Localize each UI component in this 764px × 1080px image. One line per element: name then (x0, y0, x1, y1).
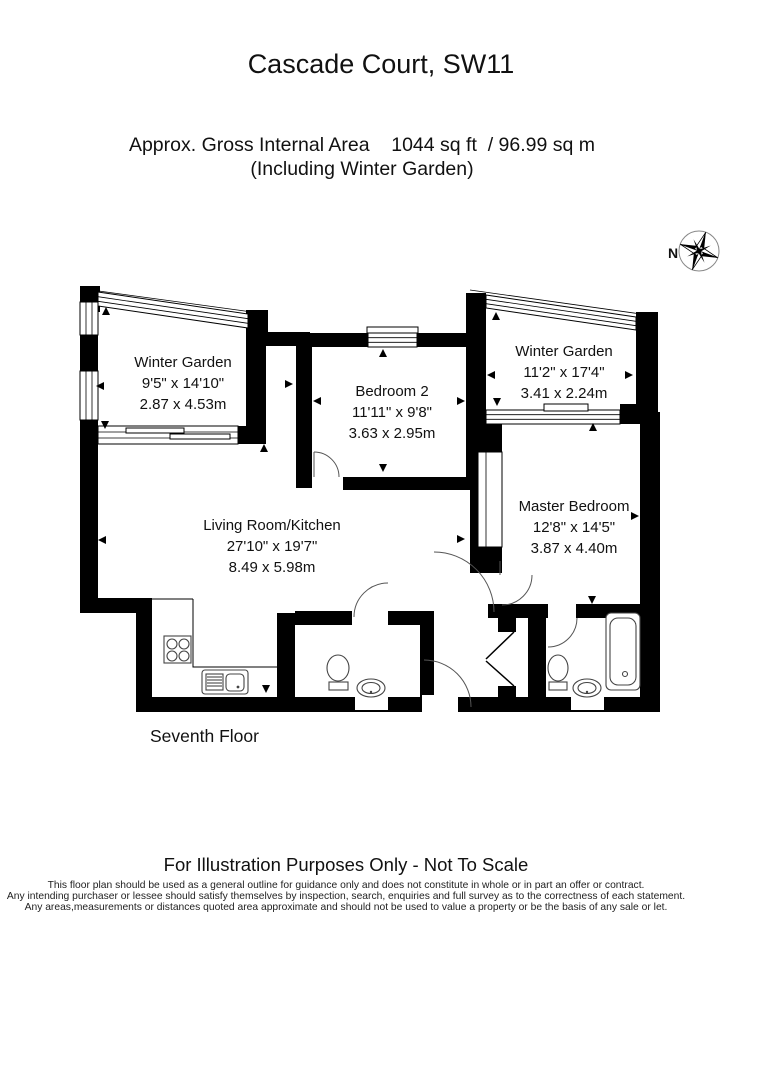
disclaimer-line-2: Any intending purchaser or lessee should satisfy themselves by inspection, search, enquiries and full survey as to the correctness of each statement. (6, 891, 686, 902)
room-name: Winter Garden (134, 354, 232, 371)
room-label-master-bedroom (519, 498, 630, 557)
room-size-imperial: 11'2" x 17'4" (523, 364, 605, 381)
area-note: (Including Winter Garden) (250, 158, 474, 180)
page-title: Cascade Court, SW11 (247, 49, 515, 79)
compass-icon (668, 231, 719, 271)
closet-doors (486, 632, 514, 686)
bathtub-icon (606, 613, 640, 690)
basin-icon (573, 679, 601, 697)
room-label-winter-garden-left (134, 354, 232, 413)
kitchen-units (152, 599, 277, 694)
room-size-imperial: 12'8" x 14'5" (532, 519, 616, 536)
sink-icon (202, 670, 248, 694)
room-name: Winter Garden (515, 343, 613, 360)
room-label-bedroom-2 (349, 383, 436, 442)
room-size-imperial: 27'10" x 19'7" (226, 538, 318, 555)
room-size-metric: 2.87 x 4.53m (139, 396, 227, 413)
room-size-imperial: 9'5" x 14'10" (141, 375, 225, 392)
room-name: Living Room/Kitchen (203, 517, 341, 534)
room-size-metric: 8.49 x 5.98m (228, 559, 316, 576)
compass-north-label: N (667, 245, 679, 261)
bathroom-fixtures (327, 655, 385, 697)
toilet-icon (327, 655, 349, 690)
disclaimer-line-3: Any areas,measurements or distances quoted area approximate and should not be used to value a property or be the basis of any sale or let. (24, 902, 668, 913)
room-name: Bedroom 2 (355, 383, 429, 400)
disclaimer-line-1: This floor plan should be used as a general outline for guidance only and does not constitute in whole or in part an offer or contract. (47, 880, 645, 891)
illustration-notice: For Illustration Purposes Only - Not To Scale (163, 854, 529, 875)
room-label-living-room-kitchen (203, 517, 341, 576)
ensuite-fixtures (548, 613, 640, 697)
room-size-metric: 3.41 x 2.24m (520, 385, 608, 402)
room-size-imperial: 11'11" x 9'8" (351, 404, 433, 421)
hob-icon (164, 636, 191, 663)
floor-label: Seventh Floor (150, 726, 259, 746)
room-size-metric: 3.63 x 2.95m (348, 425, 436, 442)
room-labels (134, 343, 629, 576)
basin-icon (357, 679, 385, 697)
room-name: Master Bedroom (518, 498, 630, 515)
gross-internal-area: Approx. Gross Internal Area 1044 sq ft / 96.99 sq m (128, 134, 596, 156)
room-label-winter-garden-right (515, 343, 613, 402)
toilet-icon (548, 655, 568, 690)
room-size-metric: 3.87 x 4.40m (530, 540, 618, 557)
